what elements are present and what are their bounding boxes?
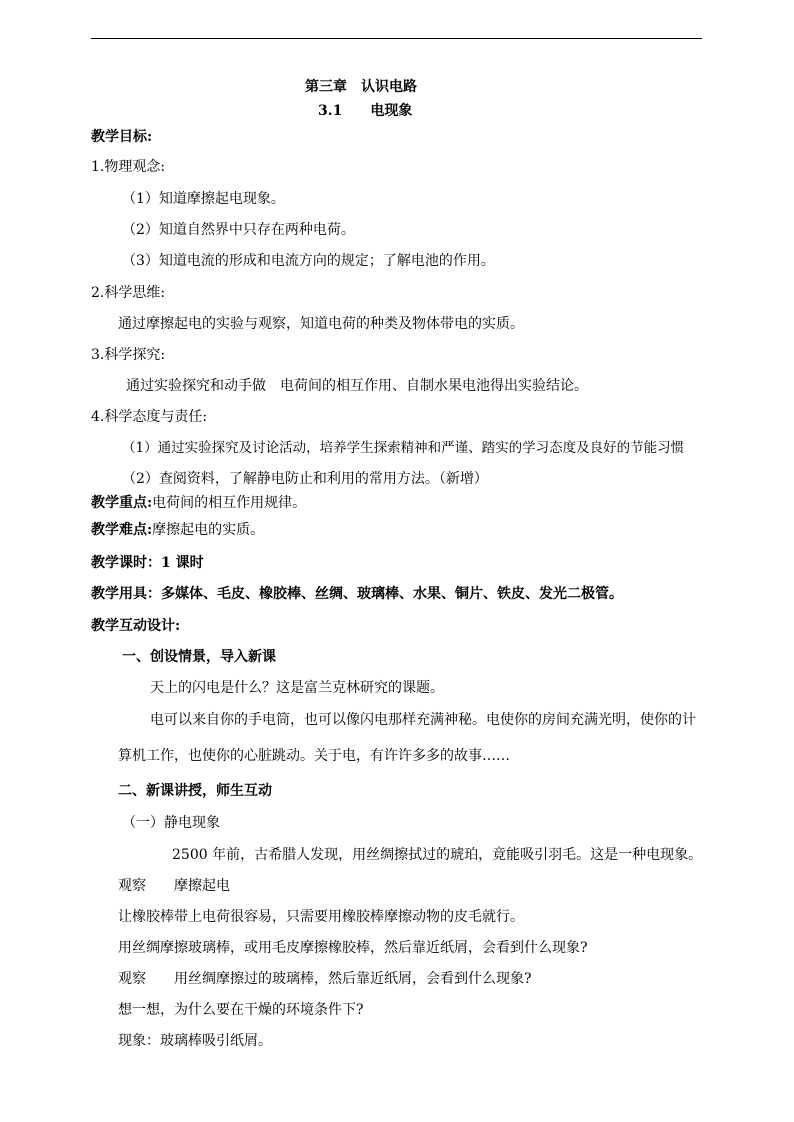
part-2-paragraph: 用丝绸摩擦玻璃棒，或用毛皮摩擦橡胶棒，然后靠近纸屑，会看到什么现象? [118,940,588,956]
part-1-title: 一、创设情景，导入新课 [122,649,276,665]
objective-4-title: 4.科学态度与责任: [91,409,208,425]
objective-4-item: （2）查阅资料，了解静电防止和利用的常用方法。（新增） [122,471,488,487]
part-2-paragraph: 让橡胶棒带上电荷很容易，只需要用橡胶棒摩擦动物的皮毛就行。 [118,909,524,925]
objective-1-item: （3）知道电流的形成和电流方向的规定；了解电池的作用。 [122,253,495,269]
subsection-static: （一）静电现象 [122,815,220,831]
section-title: 3.1 电现象 [318,103,413,119]
key-point [91,494,306,512]
objective-1-item: （2）知道自然界中只存在两种电荷。 [122,222,355,238]
objective-3-text: 通过实验探究和动手做 电荷间的相互作用、自制水果电池得出实验结论。 [126,378,588,394]
teaching-hours: 教学课时：1 课时 [91,555,204,571]
part-2-paragraph: 现象：玻璃棒吸引纸屑。 [118,1033,272,1049]
design-heading: 教学互动设计: [91,618,181,634]
difficulty [91,521,264,539]
header-rule [91,38,702,39]
objective-2-text: 通过摩擦起电的实验与观察，知道电荷的种类及物体带电的实质。 [118,316,524,332]
part-2-paragraph: 2500 年前，古希腊人发现，用丝绸擦拭过的琥珀，竟能吸引羽毛。这是一种电现象。 [172,847,703,863]
objective-3-title: 3.科学探究: [91,347,166,363]
teaching-tools: 教学用具：多媒体、毛皮、橡胶棒、丝绸、玻璃棒、水果、铜片、铁皮、发光二极管。 [91,586,623,602]
key-point-label: 教学重点: [91,495,153,511]
part-1-paragraph: 天上的闪电是什么？这是富兰克林研究的课题。 [150,680,444,696]
chapter-title: 第三章 认识电路 [305,79,417,95]
difficulty-text: 摩擦起电的实质。 [152,522,265,538]
objective-2-title: 2.科学思维: [91,285,166,301]
difficulty-label: 教学难点: [91,522,153,538]
part-1-paragraph: 算机工作，也使你的心脏跳动。关于电，有许许多多的故事…… [118,748,510,764]
objectives-heading: 教学目标: [91,129,153,145]
observation-1: 观察 摩擦起电 [118,878,230,894]
objective-1-item: （1）知道摩擦起电现象。 [122,191,285,207]
part-2-paragraph: 想一想，为什么要在干燥的环境条件下? [118,1002,364,1018]
objective-4-item: （1）通过实验探究及讨论活动，培养学生探索精神和严谨、踏实的学习态度及良好的节能习惯 [122,440,685,456]
part-1-paragraph: 电可以来自你的手电筒，也可以像闪电那样充满神秘。电使你的房间充满光明，使你的计 [150,712,696,728]
part-2-title: 二、新课讲授，师生互动 [118,783,272,799]
objective-1-title: 1.物理观念: [91,159,166,175]
key-point-text: 电荷间的相互作用规律。 [152,495,307,511]
observation-2: 观察 用丝绸摩擦过的玻璃棒，然后靠近纸屑，会看到什么现象? [118,971,532,987]
